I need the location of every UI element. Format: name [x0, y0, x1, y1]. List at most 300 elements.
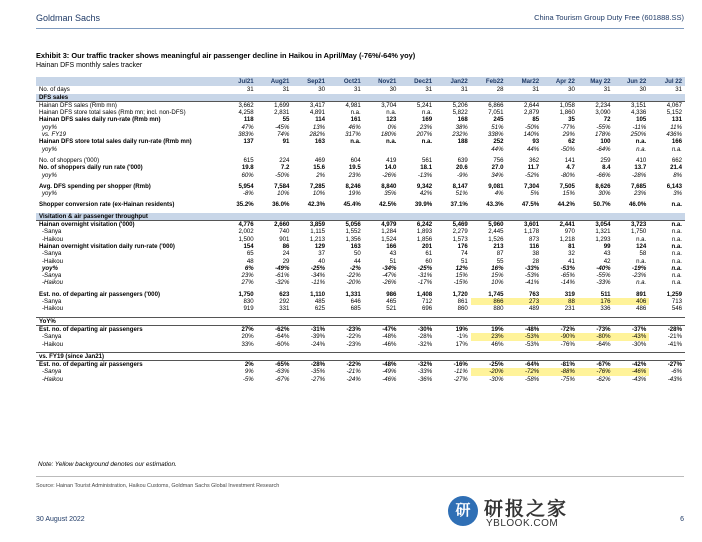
- table-cell: -63%: [275, 368, 290, 376]
- table-cell: 23%: [634, 190, 647, 198]
- table-cell: -55%: [596, 272, 611, 280]
- table-cell: 141: [564, 156, 575, 164]
- table-cell: -23%: [346, 325, 361, 333]
- table-cell: -61%: [275, 272, 290, 280]
- table-cell: 11.7: [527, 164, 540, 172]
- table-cell: 12%: [455, 264, 468, 272]
- column-header: Jul 22: [649, 77, 685, 86]
- table-cell: 30%: [598, 190, 611, 198]
- table-cell: 30: [389, 86, 397, 94]
- table-cell: -64%: [596, 145, 611, 153]
- row-label: Hainan DFS store total sales daily run-rate (Rmb mn): [39, 138, 192, 146]
- table-cell: -22%: [346, 361, 361, 369]
- table-cell: 7,285: [309, 182, 326, 190]
- row-label: Hainan DFS sales (Rmb mn): [39, 101, 117, 109]
- table-cell: 2,831: [274, 109, 290, 117]
- table-cell: 1,321: [595, 228, 611, 236]
- table-cell: [328, 146, 364, 153]
- table-cell: 830: [243, 298, 254, 306]
- table-row: [36, 201, 685, 208]
- table-cell: 486: [636, 305, 647, 313]
- table-cell: -65%: [275, 361, 290, 369]
- table-cell: 2,660: [274, 221, 290, 229]
- table-cell: 410: [636, 156, 647, 164]
- table-cell: n.a.: [671, 201, 682, 209]
- table-cell: [328, 94, 364, 102]
- table-cell: 3,601: [523, 221, 540, 229]
- table-row: [36, 101, 685, 109]
- table-cell: -25%: [310, 264, 326, 272]
- table-cell: 2,445: [488, 228, 504, 236]
- table-cell: 891: [636, 290, 647, 298]
- table-cell: [614, 352, 650, 360]
- table-cell: 6,242: [416, 221, 433, 229]
- table-cell: 4.7: [566, 164, 575, 172]
- table-cell: -50%: [275, 171, 290, 179]
- table-cell: [221, 352, 257, 360]
- row-label: -Sanya: [42, 333, 62, 341]
- table-cell: 245: [493, 116, 504, 124]
- table-cell: 21.4: [670, 164, 682, 172]
- table-cell: 27.0: [491, 164, 504, 172]
- row-label: -Haikou: [42, 305, 63, 313]
- table-cell: 44.2%: [557, 201, 575, 209]
- table-cell: n.a.: [671, 264, 682, 272]
- table-cell: 4,979: [381, 221, 397, 229]
- table-cell: 7,051: [488, 109, 504, 117]
- table-cell: 282%: [309, 131, 326, 139]
- table-cell: 43: [603, 250, 611, 258]
- table-cell: -22%: [346, 333, 361, 341]
- row-label: Avg. DFS spending per shopper (Rmb): [39, 182, 151, 190]
- table-cell: 31: [353, 86, 361, 94]
- watermark-text: 研报之家: [484, 499, 569, 520]
- table-cell: 406: [614, 298, 650, 305]
- table-cell: -15%: [453, 279, 468, 287]
- table-cell: -26%: [382, 171, 397, 179]
- table-cell: 28: [532, 257, 540, 265]
- row-label: Hainan DFS store total sales (Rmb mn; incl. non-DFS): [39, 109, 186, 117]
- table-cell: 23%: [348, 171, 361, 179]
- table-cell: -30%: [489, 375, 504, 383]
- table-cell: 116: [529, 242, 540, 250]
- table-cell: 19%: [491, 325, 504, 333]
- table-cell: -55%: [596, 123, 611, 131]
- table-cell: -80%: [560, 171, 575, 179]
- table-cell: 8,246: [345, 182, 361, 190]
- table-cell: 1,573: [452, 235, 468, 243]
- table-cell: n.a.: [386, 109, 397, 117]
- table-cell: 91: [282, 138, 290, 146]
- table-cell: 259: [600, 156, 611, 164]
- table-cell: 40: [318, 257, 326, 265]
- table-cell: 465: [386, 298, 397, 306]
- table-cell: 29%: [562, 131, 575, 139]
- row-label: Est. no. of departing air passengers ('000): [39, 290, 160, 298]
- table-row: [36, 164, 685, 171]
- table-cell: 15%: [455, 272, 468, 280]
- table-cell: -11%: [311, 279, 326, 287]
- table-cell: 19.5: [348, 164, 361, 172]
- row-label: -Haikou: [42, 340, 63, 348]
- table-cell: 3,704: [381, 101, 397, 109]
- table-cell: -32%: [417, 361, 433, 369]
- table-cell: -33%: [524, 264, 540, 272]
- table-cell: 65: [246, 250, 254, 258]
- table-cell: -67%: [596, 361, 611, 369]
- table-cell: 105: [636, 116, 647, 124]
- table-cell: 970: [564, 228, 575, 236]
- table-cell: [435, 213, 471, 221]
- table-cell: n.a.: [385, 138, 397, 146]
- table-cell: -39%: [310, 333, 326, 341]
- table-cell: [507, 317, 543, 325]
- table-cell: 419: [386, 156, 397, 164]
- table-cell: 50: [353, 250, 361, 258]
- table-cell: -30%: [632, 340, 647, 348]
- table-cell: -42%: [632, 361, 647, 369]
- table-cell: [364, 146, 400, 153]
- table-cell: [542, 94, 578, 102]
- table-cell: -64%: [275, 333, 290, 341]
- table-cell: [257, 352, 293, 360]
- table-cell: 3%: [673, 190, 682, 198]
- table-cell: -23%: [346, 340, 361, 348]
- table-cell: 85: [532, 116, 540, 124]
- table-cell: 252: [493, 138, 504, 146]
- column-header: Jul21: [221, 77, 257, 86]
- table-cell: 5%: [530, 190, 540, 198]
- row-label: No. of shoppers ('000): [39, 156, 100, 164]
- table-cell: [221, 146, 257, 153]
- column-header: May 22: [578, 77, 614, 86]
- row-label: No. of shoppers daily run rate ('000): [39, 164, 143, 172]
- table-cell: 1,259: [666, 290, 682, 298]
- table-cell: 4,258: [238, 109, 254, 117]
- table-cell: 756: [493, 156, 504, 164]
- table-cell: 8.4: [602, 164, 611, 172]
- row-label: -Haikou: [42, 257, 63, 265]
- table-cell: 3,662: [238, 101, 254, 109]
- table-cell: 521: [386, 305, 397, 313]
- table-cell: 86: [282, 242, 290, 250]
- table-cell: 3,417: [309, 101, 326, 109]
- table-cell: 685: [350, 305, 361, 313]
- table-row: [36, 228, 685, 235]
- table-cell: -45%: [275, 123, 290, 131]
- table-cell: -41%: [524, 279, 540, 287]
- table-cell: 60%: [241, 171, 254, 179]
- brand-name: Goldman Sachs: [36, 13, 101, 23]
- header-divider: [36, 28, 684, 29]
- table-cell: [328, 317, 364, 325]
- table-cell: 4%: [494, 190, 504, 198]
- table-cell: [471, 352, 507, 360]
- source-text: Source: Hainan Tourist Administration, Haikou Customs, Goldman Sachs Global Investment Research: [36, 483, 280, 489]
- table-cell: 8,626: [595, 182, 611, 190]
- table-cell: -23%: [632, 272, 647, 280]
- table-cell: 74: [461, 250, 468, 258]
- table-cell: -25%: [489, 361, 504, 369]
- table-cell: 4,891: [309, 109, 326, 117]
- table-cell: 485: [314, 298, 326, 306]
- table-cell: 5,954: [238, 182, 254, 190]
- table-cell: [435, 352, 471, 360]
- table-cell: -34%: [310, 272, 326, 280]
- row-label: -Haikou: [42, 375, 63, 383]
- table-cell: 32: [568, 250, 575, 258]
- table-cell: n.a.: [671, 221, 682, 229]
- table-cell: -46%: [614, 368, 650, 375]
- table-cell: 74%: [277, 131, 290, 139]
- table-cell: -40%: [596, 264, 611, 272]
- table-cell: 42%: [419, 190, 433, 198]
- table-cell: n.a.: [350, 109, 361, 117]
- table-cell: [435, 146, 471, 153]
- table-cell: n.a.: [636, 257, 647, 265]
- report-title: China Tourism Group Duty Free (601888.SS): [534, 13, 684, 22]
- table-cell: 696: [421, 305, 433, 313]
- table-cell: 901: [279, 235, 290, 243]
- table-cell: 919: [243, 305, 254, 313]
- table-cell: 866: [471, 298, 507, 305]
- table-cell: [542, 352, 578, 360]
- table-cell: 41: [568, 257, 575, 265]
- table-cell: [292, 352, 328, 360]
- row-label: Hainan overnight visitation daily run-rate ('000): [39, 242, 175, 250]
- table-cell: 1,115: [310, 228, 326, 236]
- table-cell: [507, 94, 543, 102]
- table-cell: 6,143: [666, 182, 682, 190]
- exhibit-subtitle: Hainan DFS monthly sales tracker: [36, 62, 143, 69]
- table-cell: 34%: [491, 171, 504, 179]
- table-cell: 2%: [244, 361, 254, 369]
- table-cell: 114: [315, 116, 326, 124]
- table-cell: 51%: [491, 123, 504, 131]
- table-cell: 16%: [491, 264, 504, 272]
- table-cell: -21%: [667, 333, 682, 341]
- table-cell: 561: [421, 156, 433, 164]
- table-cell: [507, 352, 543, 360]
- table-cell: -53%: [507, 333, 543, 340]
- table-cell: -32%: [275, 279, 290, 287]
- table-cell: -53%: [560, 264, 575, 272]
- table-cell: 19%: [348, 190, 361, 198]
- table-cell: -5%: [242, 375, 254, 383]
- table-cell: 5,469: [452, 221, 468, 229]
- table-cell: -90%: [542, 333, 578, 340]
- table-cell: 14.0: [384, 164, 397, 172]
- table-cell: 15%: [491, 272, 504, 280]
- table-cell: -24%: [310, 340, 326, 348]
- table-cell: 124: [636, 242, 647, 250]
- table-cell: -1%: [456, 333, 468, 341]
- table-cell: 31: [461, 86, 468, 94]
- table-cell: n.a.: [671, 250, 682, 258]
- row-label: -Sanya: [42, 272, 62, 280]
- table-cell: -48%: [382, 333, 397, 341]
- table-cell: -58%: [524, 375, 540, 383]
- table-cell: [435, 94, 471, 102]
- table-cell: 35: [568, 116, 575, 124]
- table-cell: 8,840: [381, 182, 397, 190]
- column-header: Jun 22: [614, 77, 650, 86]
- table-cell: [507, 213, 543, 221]
- section-header-row: [36, 94, 685, 102]
- table-cell: 33%: [241, 340, 254, 348]
- table-cell: n.a.: [671, 272, 682, 280]
- table-cell: 5,960: [488, 221, 504, 229]
- table-cell: 201: [421, 242, 433, 250]
- header-label-cell: [36, 77, 221, 86]
- table-cell: [364, 317, 400, 325]
- table-cell: 2%: [316, 171, 326, 179]
- table-cell: -47%: [382, 272, 397, 280]
- row-label: Hainan DFS sales daily run-rate (Rmb mn): [39, 116, 161, 124]
- table-cell: 1,293: [595, 235, 611, 243]
- watermark-url: YBLOOK.COM: [486, 518, 559, 529]
- table-cell: 3,859: [309, 221, 326, 229]
- table-cell: 23%: [419, 123, 433, 131]
- table-row: [36, 291, 685, 298]
- table-cell: 43: [389, 250, 397, 258]
- row-label: yoy%: [42, 264, 58, 272]
- table-cell: 6,866: [488, 101, 504, 109]
- table-cell: [292, 94, 328, 102]
- table-cell: 19.8: [241, 164, 254, 172]
- table-cell: 23%: [241, 272, 254, 280]
- table-cell: -77%: [560, 123, 575, 131]
- table-cell: n.a.: [671, 257, 682, 265]
- table-row: [36, 258, 685, 265]
- table-cell: -66%: [596, 171, 611, 179]
- table-cell: 9,081: [488, 182, 504, 190]
- table-cell: [399, 352, 435, 360]
- table-cell: [364, 94, 400, 102]
- table-cell: 3,151: [631, 101, 647, 109]
- table-cell: -53%: [524, 272, 540, 280]
- table-cell: 31: [425, 86, 433, 94]
- table-cell: -33%: [596, 279, 611, 287]
- table-cell: -46%: [382, 375, 397, 383]
- table-cell: 8,147: [452, 182, 468, 190]
- table-cell: -19%: [632, 264, 647, 272]
- table-cell: n.a.: [636, 279, 647, 287]
- table-cell: [578, 213, 614, 221]
- table-cell: 176: [578, 298, 614, 305]
- table-cell: -28%: [310, 361, 326, 369]
- table-cell: [292, 317, 328, 325]
- table-cell: 7,304: [523, 182, 540, 190]
- table-cell: 712: [421, 298, 433, 306]
- table-cell: 62: [568, 138, 575, 146]
- table-cell: 168: [457, 116, 468, 124]
- table-cell: 3,723: [631, 221, 647, 229]
- table-cell: -50%: [560, 145, 575, 153]
- table-row: [36, 221, 685, 229]
- table-cell: -50%: [524, 123, 540, 131]
- table-header-row: [36, 77, 685, 86]
- table-row: [36, 305, 685, 312]
- table-cell: -73%: [596, 325, 611, 333]
- table-cell: [614, 213, 650, 221]
- table-cell: 10%: [491, 279, 504, 287]
- row-label: Shopper conversion rate (ex-Hainan residents): [39, 201, 175, 209]
- table-cell: -47%: [382, 325, 397, 333]
- table-cell: [257, 94, 293, 102]
- table-cell: -32%: [417, 340, 433, 348]
- table-cell: 231: [564, 305, 575, 313]
- exhibit-title: Exhibit 3: Our traffic tracker shows meaningful air passenger decline in Haikou in April/May (-76%/-64% yoy): [36, 51, 416, 60]
- table-cell: 232%: [452, 131, 468, 139]
- table-cell: 23%: [471, 333, 507, 340]
- table-row: [36, 279, 685, 286]
- row-label: Visitation & air passenger throughput: [36, 213, 221, 221]
- table-cell: [542, 213, 578, 221]
- table-cell: 469: [314, 156, 326, 164]
- table-cell: -16%: [453, 361, 468, 369]
- table-cell: 489: [529, 305, 540, 313]
- table-cell: 880: [493, 305, 504, 313]
- table-cell: 2,644: [523, 101, 540, 109]
- table-cell: 873: [529, 235, 540, 243]
- table-cell: 10%: [277, 190, 290, 198]
- table-cell: -72%: [560, 325, 575, 333]
- table-cell: 4,981: [345, 101, 361, 109]
- table-cell: 1,526: [488, 235, 504, 243]
- table-cell: 383%: [238, 131, 254, 139]
- column-header: Nov21: [364, 77, 400, 86]
- table-cell: -37%: [632, 325, 647, 333]
- row-label: vs. FY19: [42, 131, 67, 139]
- table-row: [36, 86, 685, 93]
- table-cell: 140%: [523, 131, 540, 139]
- row-label: -Sanya: [42, 250, 62, 258]
- table-cell: 13.7: [634, 164, 647, 172]
- table-cell: 6%: [244, 264, 254, 272]
- table-cell: 9%: [244, 368, 254, 376]
- table-cell: 5,206: [452, 101, 468, 109]
- table-cell: -52%: [524, 171, 540, 179]
- table-cell: -28%: [667, 325, 682, 333]
- table-cell: -20%: [346, 279, 361, 287]
- table-cell: [578, 317, 614, 325]
- table-cell: 30: [318, 86, 326, 94]
- table-cell: -21%: [346, 368, 361, 376]
- row-label: yoy%: [42, 190, 57, 198]
- table-cell: 17%: [455, 340, 468, 348]
- table-cell: 42.3%: [307, 201, 326, 209]
- table-cell: -43%: [667, 375, 682, 383]
- table-cell: [471, 317, 507, 325]
- table-row: [36, 243, 685, 250]
- table-cell: [257, 146, 293, 153]
- table-row: [36, 325, 685, 333]
- table-cell: 224: [279, 156, 290, 164]
- table-cell: -24%: [346, 375, 361, 383]
- table-cell: 615: [243, 156, 254, 164]
- table-cell: [649, 317, 685, 325]
- table-cell: -6%: [671, 368, 682, 376]
- table-cell: 99: [603, 242, 611, 250]
- table-cell: 161: [350, 116, 361, 124]
- table-cell: [292, 213, 328, 221]
- table-cell: 163: [350, 242, 361, 250]
- table-cell: 5,152: [666, 109, 682, 117]
- table-cell: [471, 213, 507, 221]
- table-cell: -43%: [614, 333, 650, 340]
- table-cell: 625: [314, 305, 326, 313]
